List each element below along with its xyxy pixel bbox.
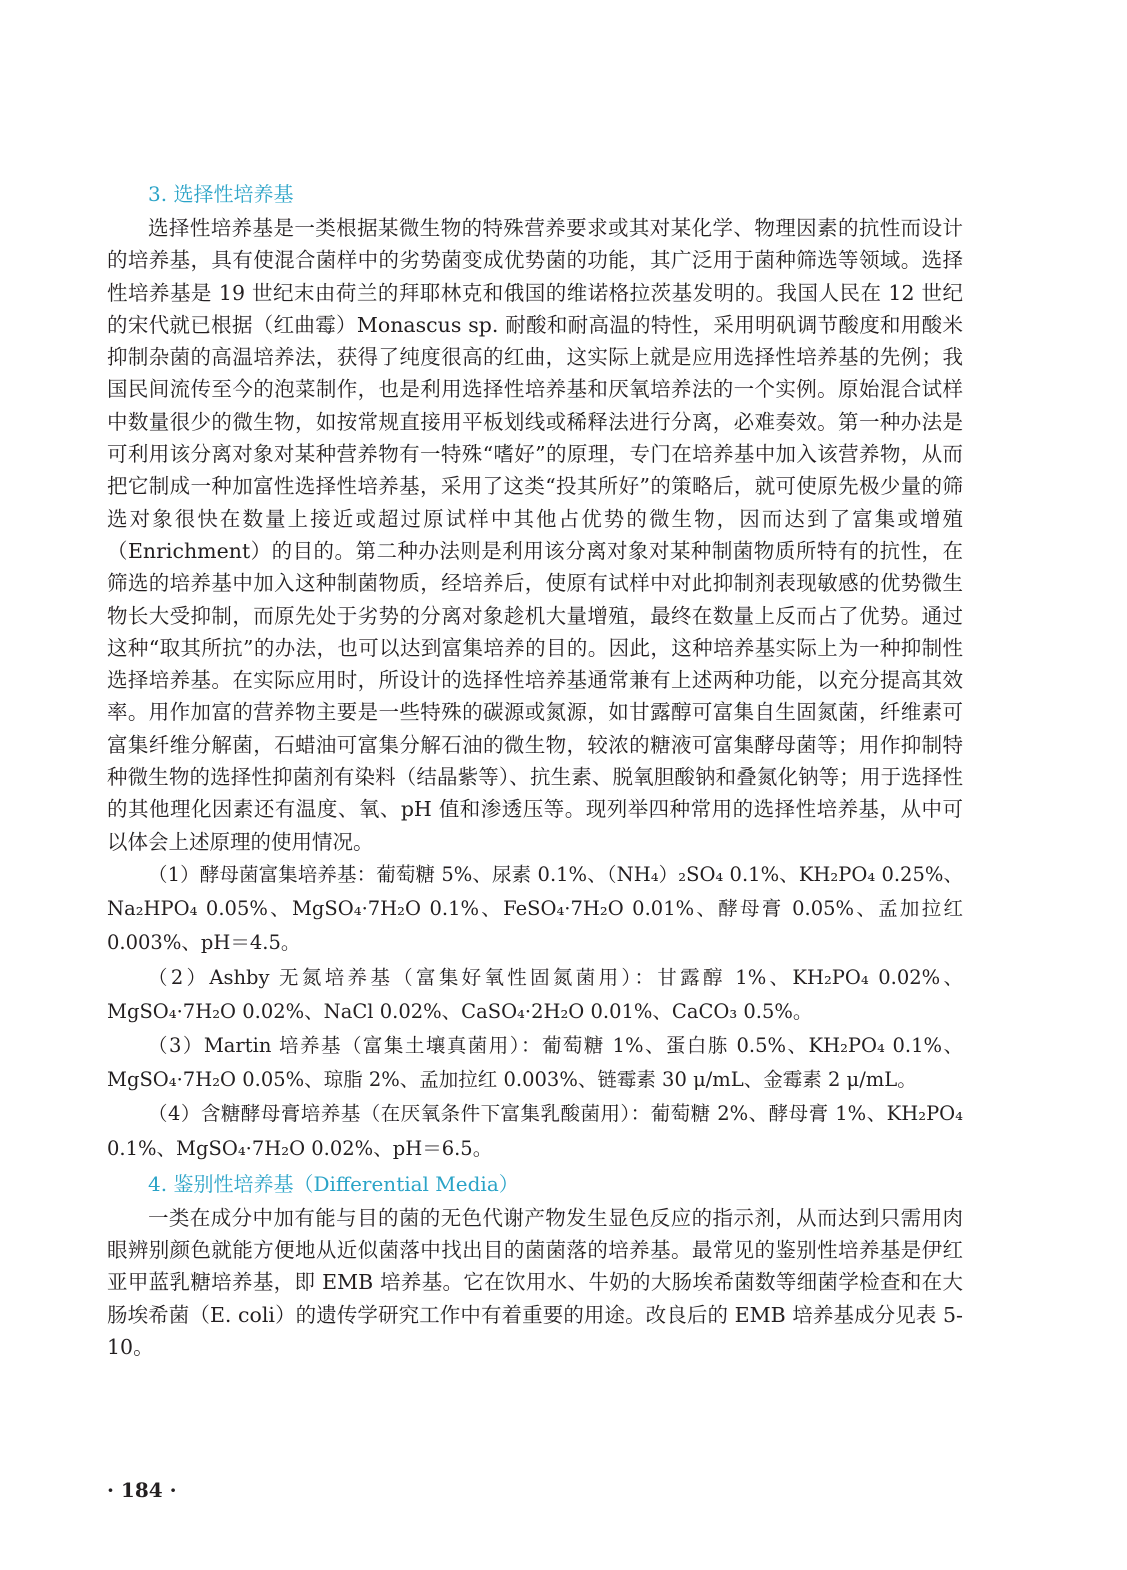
paragraph-differential-media: 一类在成分中加有能与目的菌的无色代谢产物发生显色反应的指示剂，从而达到只需用肉眼辨别颜色就能方便地从近似菌落中找出目的菌菌落的培养基。最常见的鉴别性培养基是伊红亚甲蓝乳糖培养基，即 EMB 培养基。它在饮用水、牛奶的大肠埃希菌数等细菌学检查和在大肠埃希菌（E. coli）的遗传学研究工作中有着重要的用途。改良后的 EMB 培养基成分见表 5-10。 <box>107 1205 963 1359</box>
section-heading-differential-media: 4. 鉴别性培养基（Differential Media） <box>148 1171 519 1196</box>
medium-recipe-1: （1）酵母菌富集培养基：葡萄糖 5%、尿素 0.1%、（NH₄）₂SO₄ 0.1%、KH₂PO₄ 0.25%、Na₂HPO₄ 0.05%、MgSO₄·7H₂O 0.1%、FeSO₄·7H₂O 0.01%、酵母膏 0.05%、孟加拉红 0.003%、pH＝4.5。 <box>107 862 963 955</box>
medium-recipe-4: （4）含糖酵母膏培养基（在厌氧条件下富集乳酸菌用）：葡萄糖 2%、酵母膏 1%、KH₂PO₄ 0.1%、MgSO₄·7H₂O 0.02%、pH＝6.5。 <box>107 1102 963 1160</box>
medium-recipe-2: （2）Ashby 无氮培养基（富集好氧性固氮菌用）：甘露醇 1%、KH₂PO₄ 0.02%、MgSO₄·7H₂O 0.02%、NaCl 0.02%、CaSO₄·2H₂O 0.01%、CaCO₃ 0.5%。 <box>107 965 963 1023</box>
section-heading-selective-media: 3. 选择性培养基 <box>148 182 294 206</box>
page-content <box>107 176 963 1363</box>
paragraph-selective-media: 选择性培养基是一类根据某微生物的特殊营养要求或其对某化学、物理因素的抗性而设计的培养基，具有使混合菌样中的劣势菌变成优势菌的功能，其广泛用于菌种筛选等领域。选择性培养基是 19 世纪末由荷兰的拜耶林克和俄国的维诺格拉茨基发明的。我国人民在 12 世纪的宋代就已根据（红曲霉）Monascus sp. 耐酸和耐高温的特性，采用明矾调节酸度和用酸米抑制杂菌的高温培养法，获得了纯度很高的红曲，这实际上就是应用选择性培养基的先例；我国民间流传至今的泡菜制作，也是利用选择性培养基和厌氧培养法的一个实例。原始混合试样中数量很少的微生物，如按常规直接用平板划线或稀释法进行分离，必难奏效。第一种办法是可利用该分离对象对某种营养物有一特殊“嗜好”的原理，专门在培养基中加入该营养物，从而把它制成一种加富性选择性培养基，采用了这类“投其所好”的策略后，就可使原先极少量的筛选对象很快在数量上接近或超过原试样中其他占优势的微生物，因而达到了富集或增殖（Enrichment）的目的。第二种办法则是利用该分离对象对某种制菌物质所特有的抗性，在筛选的培养基中加入这种制菌物质，经培养后，使原有试样中对此抑制剂表现敏感的优势微生物长大受抑制，而原先处于劣势的分离对象趁机大量增殖，最终在数量上反而占了优势。通过这种“取其所抗”的办法，也可以达到富集培养的目的。因此，这种培养基实际上为一种抑制性选择培养基。在实际应用时，所设计的选择性培养基通常兼有上述两种功能，以充分提高其效率。用作加富的营养物主要是一些特殊的碳源或氮源，如甘露醇可富集自生固氮菌，纤维素可富集纤维分解菌，石蜡油可富集分解石油的微生物，较浓的糖液可富集酵母菌等；用作抑制特种微生物的选择性抑菌剂有染料（结晶紫等）、抗生素、脱氧胆酸钠和叠氮化钠等；用于选择性的其他理化因素还有温度、氧、pH 值和渗透压等。现列举四种常用的选择性培养基，从中可以体会上述原理的使用情况。 <box>107 216 963 854</box>
medium-recipe-3: （3）Martin 培养基（富集土壤真菌用）：葡萄糖 1%、蛋白胨 0.5%、KH₂PO₄ 0.1%、MgSO₄·7H₂O 0.05%、琼脂 2%、孟加拉红 0.003%、链霉素 30 μ/mL、金霉素 2 μ/mL。 <box>107 1033 963 1092</box>
page-number: · 184 · <box>107 1478 177 1502</box>
